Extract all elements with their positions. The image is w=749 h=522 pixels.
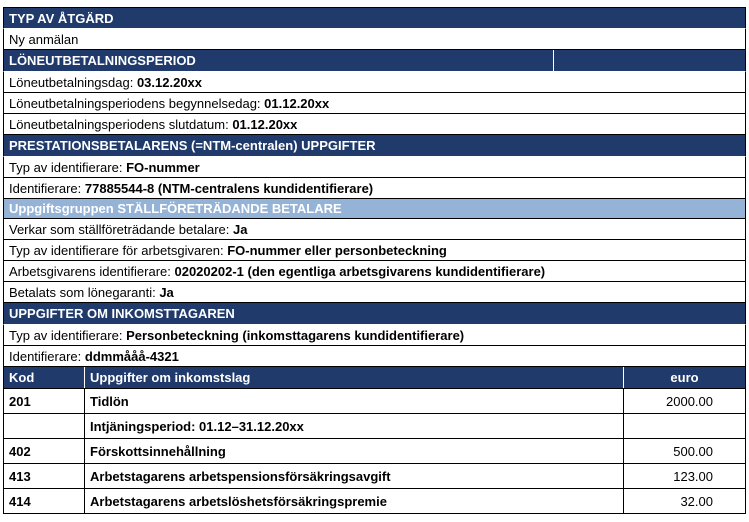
row-earner-id <box>3 346 746 367</box>
section-header-prestationsbetalarens: PRESTATIONSBETALARENS (=NTM-centralen) UPPGIFTER <box>3 135 746 157</box>
field-label: Typ av identifierare för arbetsgivaren: <box>9 242 228 258</box>
row-wage-guarantee <box>3 282 746 303</box>
section-header-loneutbetalningsperiod <box>3 50 746 72</box>
field-label: Löneutbetalningsperiodens begynnelsedag: <box>9 95 265 111</box>
field-value: Ja <box>233 221 248 237</box>
field-value: 77885544-8 (NTM-centralens kundidentifierare) <box>84 180 374 196</box>
section-header-typ-av-atgard: TYP AV ÅTGÄRD <box>3 7 746 29</box>
cell-euro <box>623 414 745 438</box>
table-row <box>3 489 746 514</box>
cell-text: Intjäningsperiod: 01.12–31.12.20xx <box>84 414 623 438</box>
cell-text: Förskottsinnehållning <box>84 439 623 463</box>
table-row <box>3 389 746 414</box>
cell-kod: 201 <box>9 393 31 409</box>
cell-kod <box>4 414 84 438</box>
income-table-header <box>3 367 746 389</box>
field-value: 01.12.20xx <box>264 95 330 111</box>
row-slutdatum <box>3 114 746 135</box>
column-header-kod: Kod <box>9 370 35 385</box>
value-typ-av-atgard: Ny anmälan <box>9 31 79 47</box>
column-header-inkomstslag: Uppgifter om inkomstslag <box>84 367 623 388</box>
row-substitute-payer <box>3 219 746 240</box>
section-header-label: LÖNEUTBETALNINGSPERIOD <box>4 50 554 71</box>
field-value: Personbeteckning (inkomsttagarens kundidentifierare) <box>126 327 465 343</box>
field-value: 02020202-1 (den egentliga arbetsgivarens kundidentifierare) <box>174 263 546 279</box>
row-payer-id-type <box>3 157 746 178</box>
table-row <box>3 439 746 464</box>
table-row <box>3 464 746 489</box>
cell-euro: 123.00 <box>623 464 745 488</box>
field-value: FO-nummer <box>126 159 200 175</box>
cell-kod: 402 <box>9 443 31 459</box>
field-value: FO-nummer eller personbeteckning <box>227 242 447 258</box>
cell-euro: 2000.00 <box>623 389 745 413</box>
field-value: 01.12.20xx <box>232 116 298 132</box>
field-label: Identifierare: <box>9 180 85 196</box>
table-row <box>3 414 746 439</box>
row-earner-id-type <box>3 325 746 346</box>
cell-text: Arbetstagarens arbetspensionsförsäkringsavgift <box>84 464 623 488</box>
subsection-header-stallforetradande: Uppgiftsgruppen STÄLLFÖRETRÄDANDE BETALARE <box>3 199 746 219</box>
cell-kod: 414 <box>9 493 31 509</box>
field-label: Löneutbetalningsdag: <box>9 74 137 90</box>
cell-kod: 413 <box>9 468 31 484</box>
row-employer-id <box>3 261 746 282</box>
field-label: Typ av identifierare: <box>9 159 127 175</box>
field-label: Typ av identifierare: <box>9 327 127 343</box>
row-begynnelsedag <box>3 93 746 114</box>
cell-text: Tidlön <box>84 389 623 413</box>
column-header-euro: euro <box>623 367 745 388</box>
field-label: Betalats som lönegaranti: <box>9 284 160 300</box>
field-label: Arbetsgivarens identifierare: <box>9 263 175 279</box>
row-payer-id <box>3 178 746 199</box>
cell-euro: 500.00 <box>623 439 745 463</box>
cell-euro: 32.00 <box>623 489 745 513</box>
field-label: Löneutbetalningsperiodens slutdatum: <box>9 116 233 132</box>
cell-text: Arbetstagarens arbetslöshetsförsäkringspremie <box>84 489 623 513</box>
field-value: 03.12.20xx <box>136 74 203 90</box>
field-label: Identifierare: <box>9 348 85 364</box>
field-value: Ja <box>159 284 174 300</box>
section-header-inkomsttagaren: UPPGIFTER OM INKOMSTTAGAREN <box>3 303 746 325</box>
field-label: Verkar som ställföreträdande betalare: <box>9 221 234 237</box>
row-employer-id-type <box>3 240 746 261</box>
row-loneutbetalningsdag <box>3 72 746 93</box>
row-typ-av-atgard <box>3 29 746 50</box>
income-register-form <box>3 7 746 514</box>
field-value: ddmmååå-4321 <box>84 348 179 364</box>
